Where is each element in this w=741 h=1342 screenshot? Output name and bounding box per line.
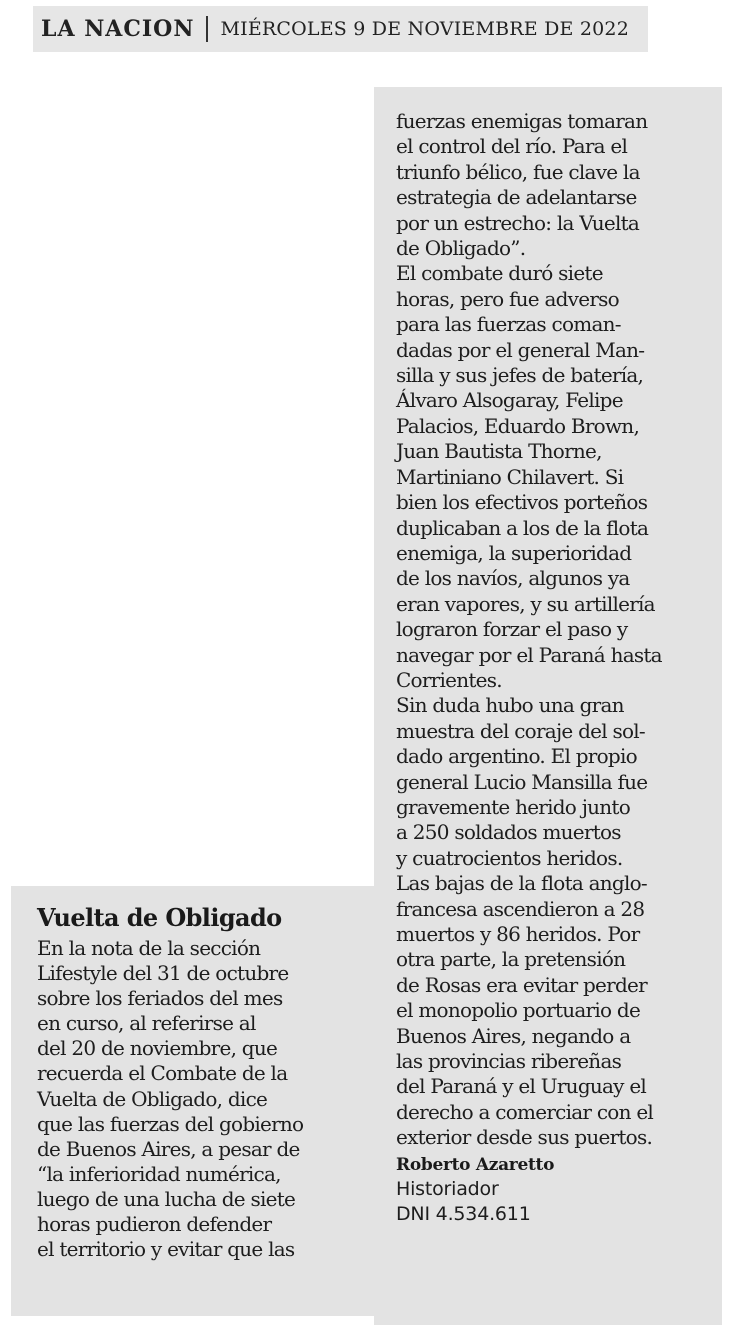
text-line: duplicaban a los de la flota [396, 515, 649, 540]
text-line: silla y sus jefes de batería, [396, 363, 644, 388]
letter-right-column [374, 87, 722, 1325]
letter-left-column [11, 886, 374, 1316]
text-line: El combate duró siete [396, 261, 603, 286]
left-column-body [37, 936, 374, 1262]
newspaper-name: LA NACION [41, 16, 195, 42]
text-line: recuerda el Combate de la [37, 1061, 288, 1086]
text-line: general Lucio Mansilla fue [396, 769, 648, 794]
text-line: enemiga, la superioridad [396, 540, 632, 565]
text-line: eran vapores, y su artillería [396, 591, 655, 616]
text-line: derecho a comerciar con el [396, 1099, 654, 1124]
letter-title: Vuelta de Obligado [37, 903, 282, 932]
text-line: en curso, al referirse al [37, 1011, 256, 1036]
text-line: fuerzas enemigas tomaran [396, 109, 648, 133]
text-line: triunfo bélico, fue clave la [396, 159, 640, 184]
text-line: Las bajas de la flota anglo- [396, 871, 647, 896]
text-line: las provincias ribereñas [396, 1049, 622, 1074]
author-role: Historiador [396, 1177, 499, 1200]
text-line: el monopolio portuario de [396, 998, 641, 1023]
author-name: Roberto Azaretto [396, 1154, 555, 1175]
text-line: del 20 de noviembre, que [37, 1036, 278, 1061]
text-line: gravemente herido junto [396, 794, 630, 819]
letter-signature [396, 1153, 722, 1227]
text-line: que las fuerzas del gobierno [37, 1111, 304, 1136]
text-line: el control del río. Para el [396, 134, 628, 159]
publication-date: MIÉRCOLES 9 DE NOVIEMBRE DE 2022 [220, 18, 630, 40]
text-line: Martiniano Chilavert. Si [396, 464, 624, 489]
text-line: exterior desde sus puertos. [396, 1125, 653, 1150]
masthead [33, 6, 648, 52]
masthead-divider [206, 16, 208, 42]
text-line: estrategia de adelantarse [396, 185, 637, 210]
text-line: “la inferioridad numérica, [37, 1161, 281, 1186]
text-line: horas pudieron defender [37, 1212, 272, 1237]
text-line: Lifestyle del 31 de octubre [37, 961, 289, 986]
text-line: Sin duda hubo una gran [396, 693, 624, 718]
text-line: muertos y 86 heridos. Por [396, 922, 640, 946]
text-line: dado argentino. El propio [396, 744, 637, 769]
text-line: de Obligado”. [396, 236, 526, 261]
text-line: Vuelta de Obligado, dice [37, 1086, 268, 1111]
text-line: bien los efectivos porteños [396, 490, 648, 515]
text-line: Palacios, Eduardo Brown, [396, 413, 640, 438]
text-line: por un estrecho: la Vuelta [396, 210, 640, 235]
author-id: DNI 4.534.611 [396, 1202, 531, 1225]
text-line: de Buenos Aires, a pesar de [37, 1136, 300, 1161]
text-line: del Paraná y el Uruguay el [396, 1074, 647, 1099]
text-line: Corrientes. [396, 667, 502, 692]
text-line: de los navíos, algunos ya [396, 566, 630, 591]
text-line: sobre los feriados del mes [37, 986, 283, 1011]
right-column-body [396, 109, 722, 1151]
text-line: el territorio y evitar que las [37, 1237, 295, 1262]
text-line: otra parte, la pretensión [396, 947, 626, 972]
text-line: a 250 soldados muertos [396, 820, 621, 845]
text-line: Juan Bautista Thorne, [396, 439, 602, 464]
text-line: lograron forzar el paso y [396, 617, 628, 642]
text-line: muestra del coraje del sol- [396, 718, 645, 743]
text-line: luego de una lucha de siete [37, 1186, 296, 1211]
text-line: Buenos Aires, negando a [396, 1023, 631, 1048]
text-line: dadas por el general Man- [396, 337, 645, 362]
text-line: horas, pero fue adverso [396, 286, 619, 311]
text-line: En la nota de la sección [37, 936, 261, 960]
text-line: de Rosas era evitar perder [396, 972, 647, 997]
text-line: y cuatrocientos heridos. [396, 845, 623, 870]
text-line: navegar por el Paraná hasta [396, 642, 662, 667]
text-line: francesa ascendieron a 28 [396, 896, 645, 921]
text-line: Álvaro Alsogaray, Felipe [396, 388, 623, 413]
text-line: para las fuerzas coman- [396, 312, 621, 337]
